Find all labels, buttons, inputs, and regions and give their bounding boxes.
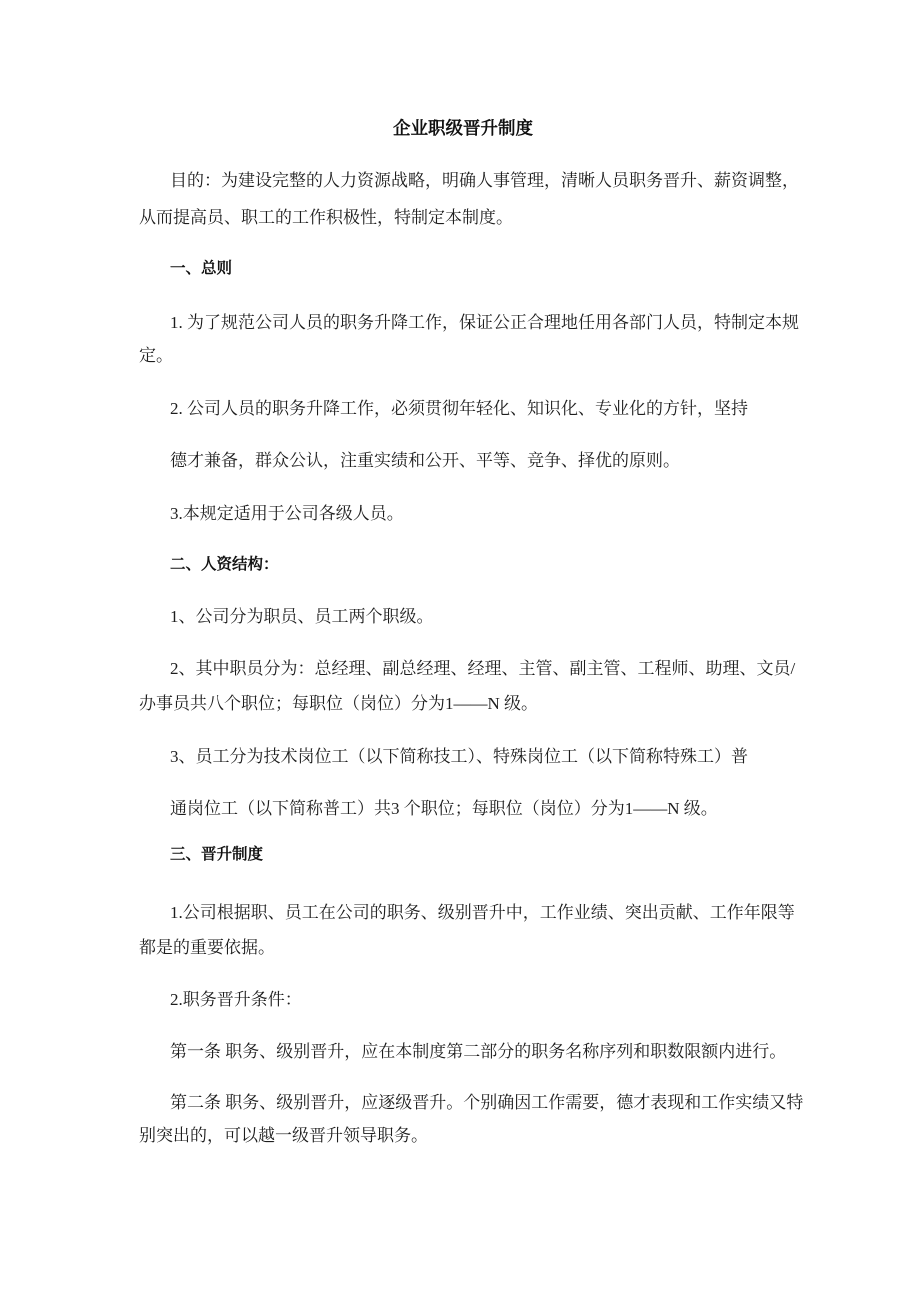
paragraph-line: 办事员共八个职位；每职位（岗位）分为1——N 级。: [139, 694, 539, 713]
paragraph-line: 2、其中职员分为：总经理、副总经理、经理、主管、副主管、工程师、助理、文员/: [170, 659, 796, 678]
paragraph-line: 2. 公司人员的职务升降工作，必须贯彻年轻化、知识化、专业化的方针，坚持: [170, 399, 748, 418]
paragraph-line: 1. 为了规范公司人员的职务升降工作，保证公正合理地任用各部门人员，特制定本规: [170, 313, 799, 332]
paragraph-line: 第二条 职务、级别晋升，应逐级晋升。个别确因工作需要，德才表现和工作实绩又特: [170, 1093, 804, 1112]
paragraph-line: 从而提高员、职工的工作积极性，特制定本制度。: [139, 208, 513, 227]
paragraph-line: 定。: [139, 346, 173, 365]
paragraph-line: 2.职务晋升条件：: [170, 990, 302, 1009]
paragraph-line: 通岗位工（以下简称普工）共3 个职位；每职位（岗位）分为1——N 级。: [170, 799, 718, 818]
paragraph-line: 目的：为建设完整的人力资源战略，明确人事管理，清晰人员职务晋升、薪资调整，: [170, 171, 799, 190]
paragraph-line: 德才兼备，群众公认，注重实绩和公开、平等、竞争、择优的原则。: [170, 451, 680, 470]
document-title: 企业职级晋升制度: [393, 118, 533, 138]
section-heading: 二、人资结构：: [170, 556, 279, 573]
paragraph-line: 第一条 职务、级别晋升，应在本制度第二部分的职务名称序列和职数限额内进行。: [170, 1042, 787, 1061]
paragraph-line: 都是的重要依据。: [139, 938, 275, 957]
paragraph-line: 3、员工分为技术岗位工（以下简称技工）、特殊岗位工（以下简称特殊工）普: [170, 747, 748, 766]
paragraph-line: 1.公司根据职、员工在公司的职务、级别晋升中，工作业绩、突出贡献、工作年限等: [170, 903, 795, 922]
paragraph-line: 3.本规定适用于公司各级人员。: [170, 504, 404, 523]
paragraph-line: 1、公司分为职员、员工两个职级。: [170, 607, 434, 626]
paragraph-line: 别突出的，可以越一级晋升领导职务。: [139, 1126, 428, 1145]
section-heading: 一、总则: [170, 260, 233, 277]
section-heading: 三、晋升制度: [170, 846, 264, 863]
